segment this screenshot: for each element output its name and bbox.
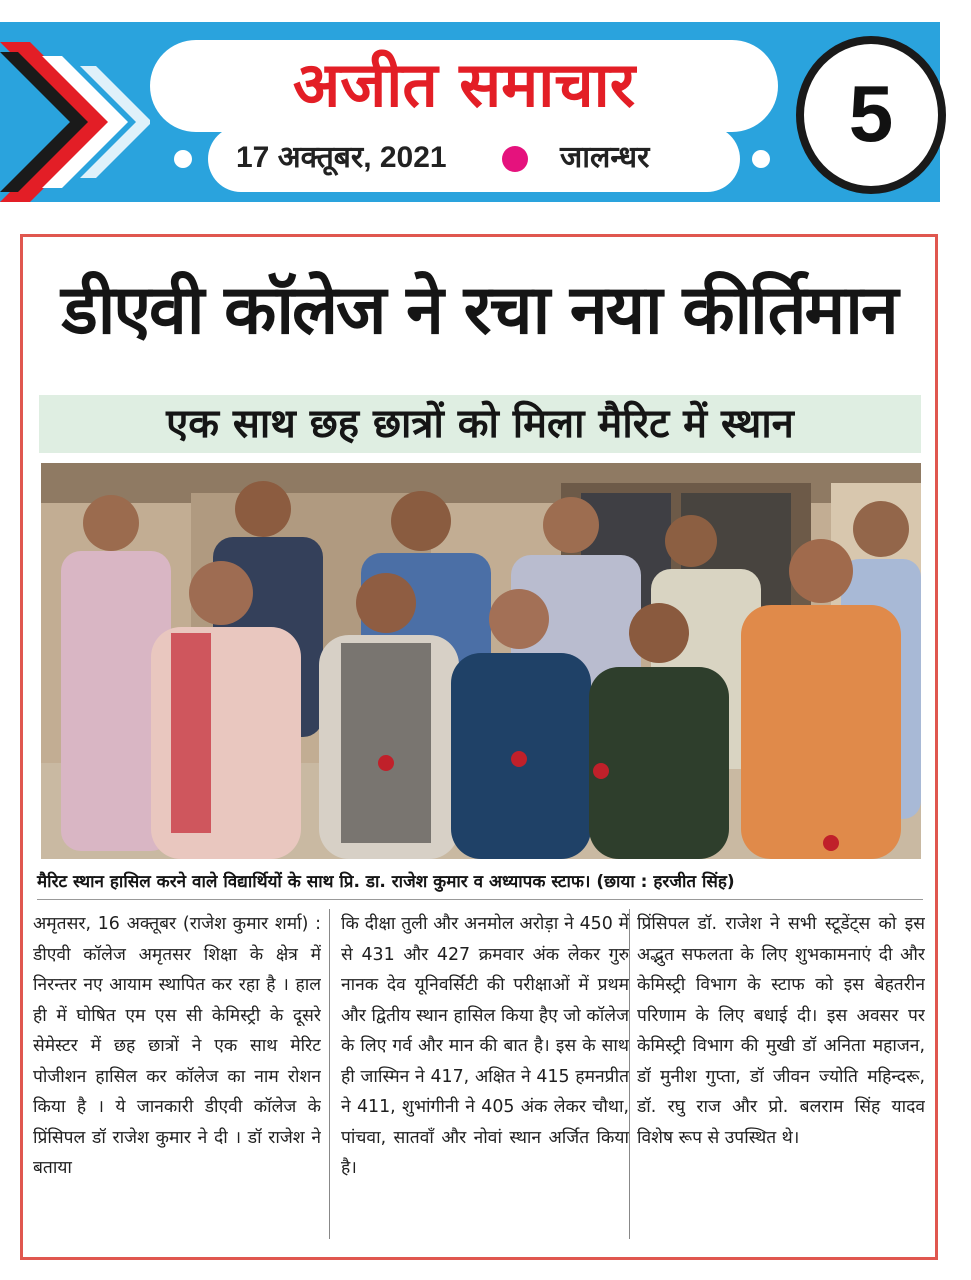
decor-dot: [752, 150, 770, 168]
article-headline: डीएवी कॉलेज ने रचा नया कीर्तिमान: [61, 271, 897, 350]
subheadline-bar: [39, 395, 921, 453]
masthead-title-box: [150, 40, 778, 132]
dateline-box: [208, 126, 740, 192]
issue-date: 17 अक्तूबर, 2021: [236, 141, 447, 174]
page-number: 5: [848, 69, 894, 158]
chevron-arrows-icon: [0, 42, 150, 202]
masthead: [0, 22, 940, 202]
column-divider: [629, 909, 630, 1239]
article-subheadline: एक साथ छह छात्रों को मिला मैरिट में स्थान: [166, 400, 794, 447]
decor-dot: [174, 150, 192, 168]
group-photo-illustration: [41, 463, 921, 859]
issue-city: जालन्धर: [560, 141, 650, 174]
article-column-3: प्रिंसिपल डॉ. राजेश ने सभी स्टूडेंट्स को इस अद्भुत सफलता के लिए शुभकामनाएं दी और केमिस्ट्री विभाग के स्टाफ को इस बेहतरीन परिणाम के लिए बधाई दी। इस अवसर पर केमिस्ट्री विभाग की मुखी डॉ अनिता महाजन, डॉ मुनीश गुप्ता, डॉ जीवन ज्योति महिन्दरू, डॉ. रघु राज और प्रो. बलराम सिंह यादव विशेष रूप से उपस्थित थे।: [637, 914, 925, 1148]
group-photo: [41, 463, 921, 859]
article-column-1: अमृतसर, 16 अक्तूबर (राजेश कुमार शर्मा) : डीएवी कॉलेज अमृतसर शिक्षा के क्षेत्र में निरन्तर नए आयाम स्थापित कर रहा है । हाल ही में घोषित एम एस सी केमिस्ट्री के दूसरे सेमेस्टर में छह छात्रों ने एक साथ मेरिट पोजीशन हासिल कर कॉलेज का नाम रोशन किया है । ये जानकारी डीएवी कॉलेज के प्रिंसिपल डॉ राजेश कुमार ने दी । डॉ राजेश ने बताया: [33, 914, 321, 1178]
photo-caption: मैरिट स्थान हासिल करने वाले विद्यार्थियों के साथ प्रि. डा. राजेश कुमार व अध्यापक स्टाफ। (छाया : हरजीत सिंह): [37, 865, 923, 900]
article-column-2: कि दीक्षा तुली और अनमोल अरोड़ा ने 450 में से 431 और 427 क्रमवार अंक लेकर गुरु नानक देव यूनिवर्सिटी की परीक्षाओं में प्रथम और द्वितीय स्थान हासिल किया हैए जो कॉलेज के लिए गर्व और मान की बात है। इस के साथ ही जास्मिन ने 417, अक्षित ने 415 हमनप्रीत ने 411, शुभांगीनी ने 405 अंक लेकर चौथा, पांचवा, सातवाँ और नोवां स्थान अर्जित किया है।: [341, 914, 629, 1178]
separator-dot: [502, 146, 528, 172]
column-divider: [329, 909, 330, 1239]
page-number-badge: [796, 36, 946, 194]
article: [20, 234, 938, 1260]
newspaper-title: अजीत समाचार: [292, 48, 636, 121]
